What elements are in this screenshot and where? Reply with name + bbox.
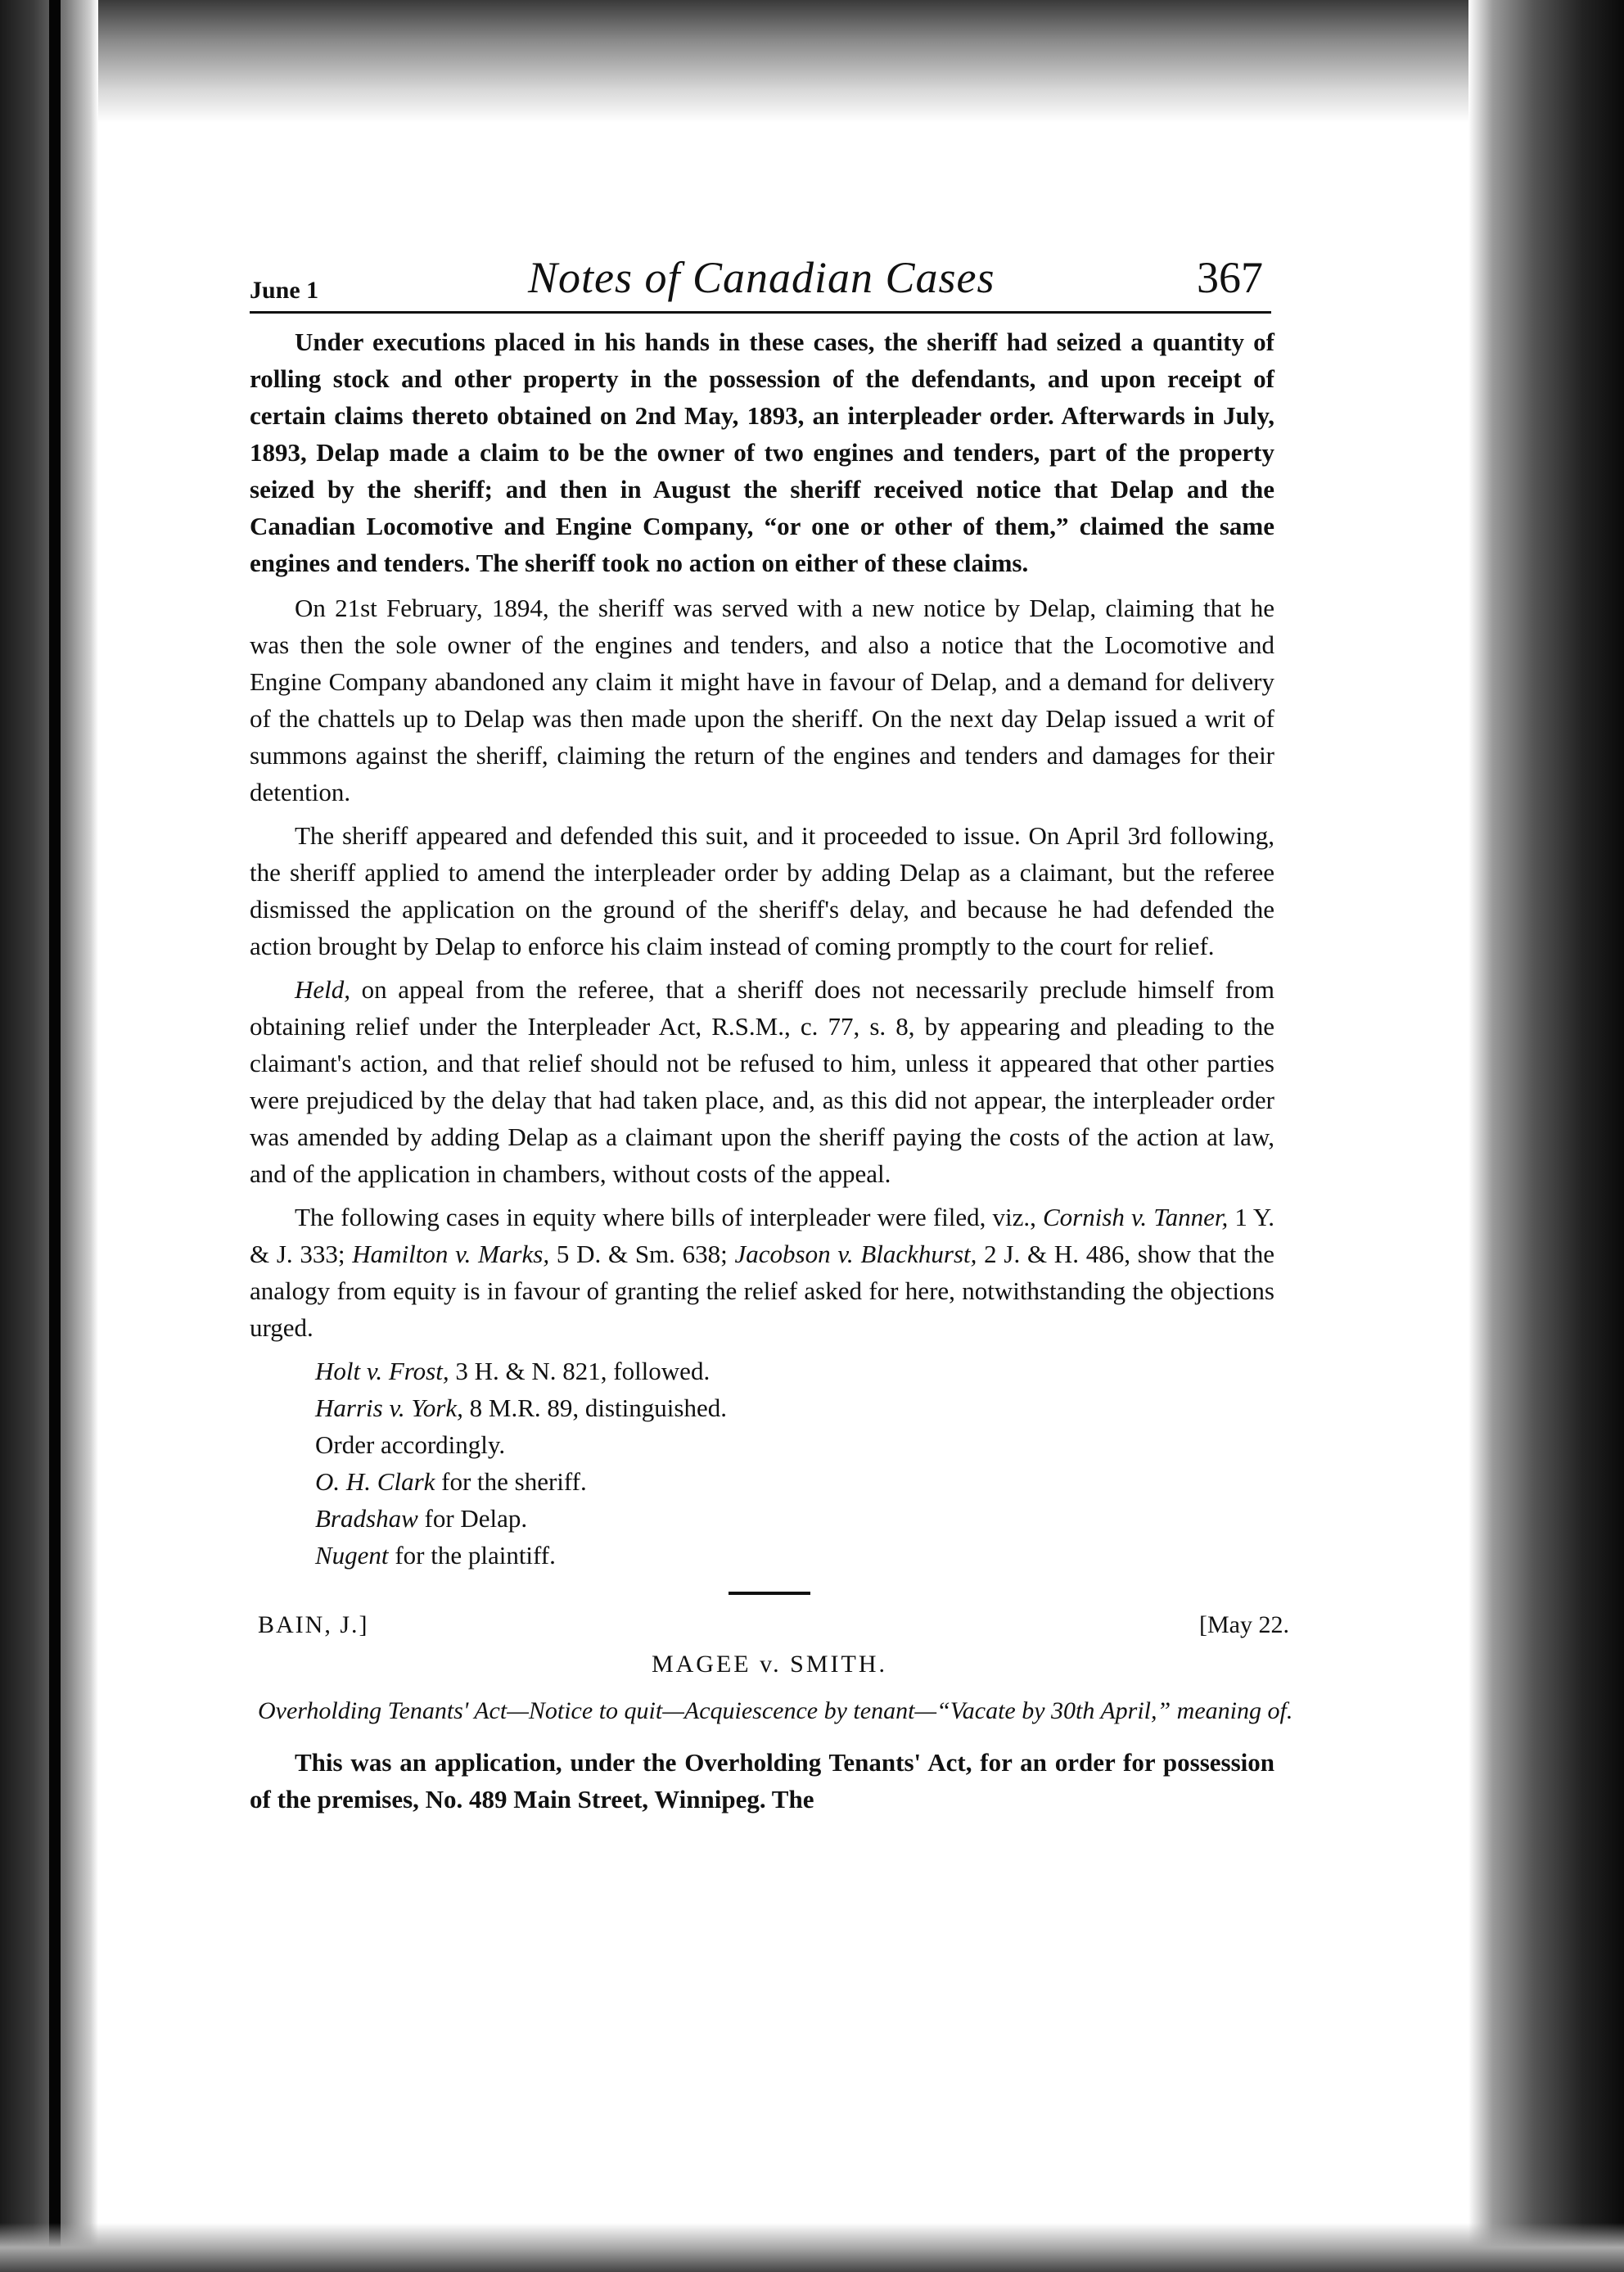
case-opening [250,1744,1274,1818]
citation-case: Holt v. Frost, [315,1357,449,1385]
citation-text: 3 H. & N. 821, followed. [449,1357,710,1385]
counsel-name: O. H. Clark [315,1467,435,1496]
scan-right-edge [1468,0,1624,2272]
citation-line [315,1389,1289,1426]
citation-text: 8 M.R. 89, distinguished. [462,1393,727,1422]
paragraph-equity-cases [250,1199,1274,1346]
citation-text: for the sheriff. [435,1467,587,1496]
running-header [250,246,1271,314]
equity-text-d: 2 J. & H. 486, show that the analogy from equity is in favour of granting the relief asked for here, notwithstanding the objections urged. [250,1240,1274,1342]
header-title: Notes of Canadian Cases [528,253,995,302]
case-jacobson: Jacobson v. Blackhurst, [734,1240,977,1268]
citation-line [315,1537,1289,1574]
citation-text: Order accordingly. [315,1430,506,1459]
case-date: [May 22. [1199,1611,1289,1638]
citation-line [315,1426,1289,1463]
citation-text: for the plaintiff. [388,1541,556,1570]
citation-case: Harris v. York, [315,1393,463,1422]
equity-text-c: 5 D. & Sm. 638; [549,1240,735,1268]
page [250,246,1293,1826]
citation-line [315,1500,1289,1537]
judge-name: BAIN, J.] [258,1611,369,1638]
scan-top-edge [0,0,1624,123]
equity-text-a: The following cases in equity where bills of interpleader were filed, viz., [295,1203,1043,1231]
held-label: Held, [295,975,351,1004]
case-hamilton: Hamilton v. Marks, [352,1240,550,1268]
counsel-name: Bradshaw [315,1504,418,1533]
case-headnote: Overholding Tenants' Act—Notice to quit—Acquiescence by tenant—“Vacate by 30th April,” meaning of. [258,1697,1293,1724]
held-text: on appeal from the referee, that a sheriff does not necessarily preclude himself from obtaining relief under the Interpleader Act, R.S.M., c. 77, s. 8, by appearing and pleading to the claimant's action, and that relief should not be refused to him, unless it appeared that other parties were prejudiced by the delay that had taken place, and, as this did not appear, the interpleader order was amended by adding Delap as a claimant upon the sheriff paying the costs of the action at law, and of the application in chambers, without costs of the appeal. [250,975,1274,1188]
scan-bottom-edge [0,2223,1624,2272]
paragraph-3: The sheriff appeared and defended this suit, and it proceeded to issue. On April 3rd following, the sheriff applied to amend the interpleader order by adding Delap as a claimant, but the referee dismissed the application on the ground of the sheriff's delay, and because he had defended the action brought by Delap to enforce his claim instead of coming promptly to the court for relief. [250,821,1274,960]
paragraph-1: Under executions placed in his hands in these cases, the sheriff had seized a quantity of rolling stock and other property in the possession of the defendants, and upon receipt of certain claims thereto obtained on 2nd May, 1893, an interpleader order. Afterwards in July, 1893, Delap made a claim to be the owner of two engines and tenders, part of the property seized by the sheriff; and then in August the sheriff received notice that Delap and the Canadian Locomotive and Engine Company, “or one or other of them,” claimed the same engines and tenders. The sheriff took no action on either of these claims. [250,327,1274,577]
paragraph-held [250,971,1274,1192]
header-date: June 1 [250,277,319,304]
page-number: 367 [1197,253,1263,302]
equity-text-b: 1 Y. & J. 333; [250,1203,1274,1268]
citation-line [315,1463,1289,1500]
section-divider [729,1592,810,1595]
paragraph-2: On 21st February, 1894, the sheriff was served with a new notice by Delap, claiming that he was then the sole owner of the engines and tenders, and also a notice that the Locomotive and Engine Company abandoned any claim it might have in favour of Delap, and a demand for delivery of the chattels up to Delap was then made upon the sheriff. On the next day Delap issued a writ of summons against the sheriff, claiming the return of the engines and tenders and damages for their detention. [250,594,1274,806]
case-title: MAGEE v. SMITH. [651,1651,888,1678]
counsel-name: Nugent [315,1541,389,1570]
citation-text: for Delap. [417,1504,528,1533]
opening-paragraph: This was an application, under the Overholding Tenants' Act, for an order for possession of the premises, No. 489 Main Street, Winnipeg. The [250,1748,1274,1814]
citations-list [250,1353,1289,1574]
case-cornish: Cornish v. Tanner, [1042,1203,1229,1231]
citation-line [315,1353,1289,1389]
book-spine [49,0,61,2272]
case-header [250,1611,1289,1651]
article-body [250,323,1274,1346]
